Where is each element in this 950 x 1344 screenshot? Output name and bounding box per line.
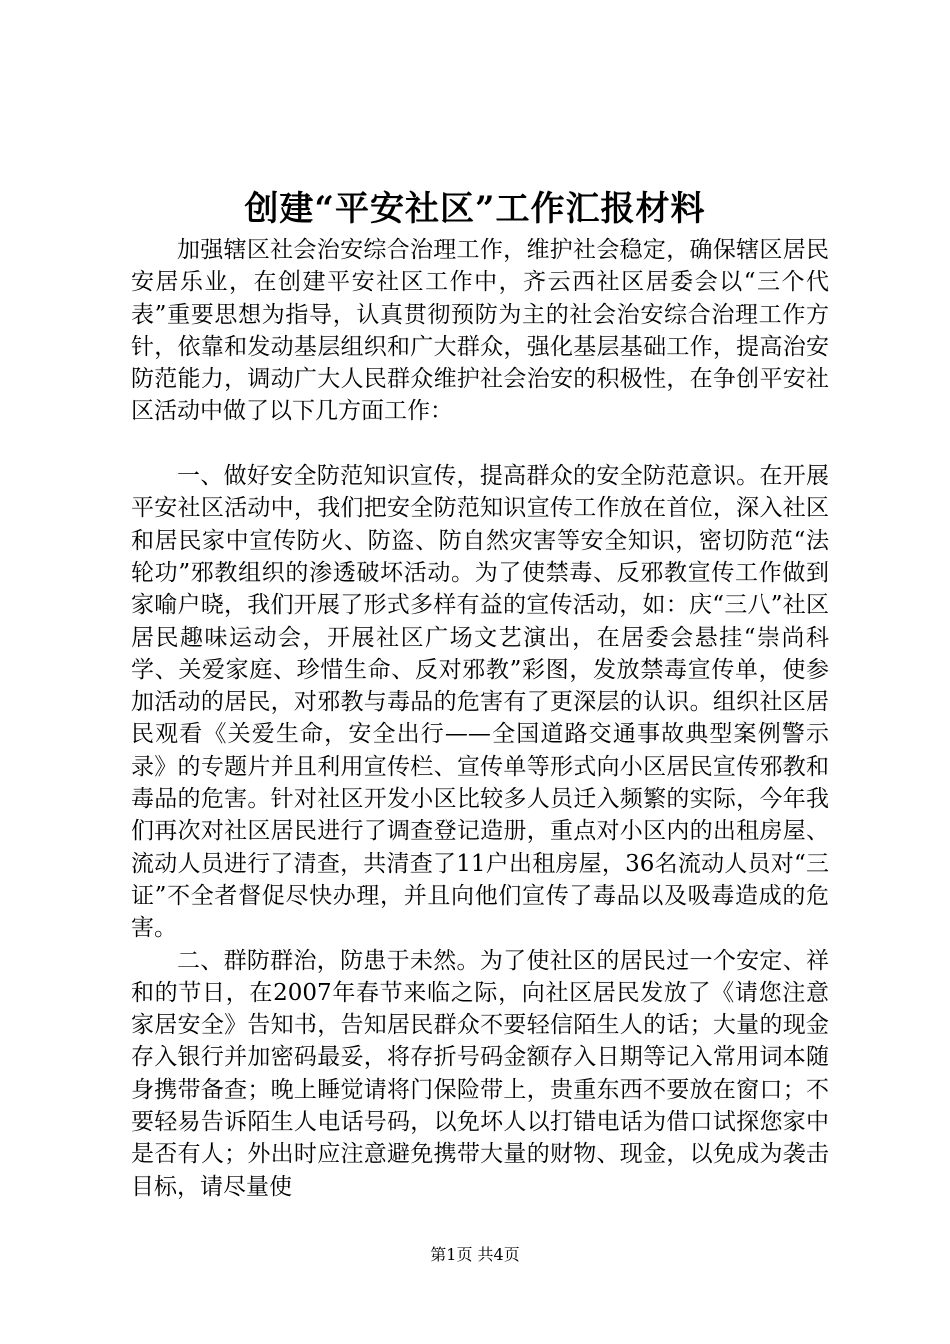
- paragraph-section-1: 一、做好安全防范知识宣传，提高群众的安全防范意识。在开展平安社区活动中，我们把安全防范知识宣传工作放在首位，深入社区和居民家中宣传防火、防盗、防自然灾害等安全知识，密切防范“法轮功”邪教组织的渗透破坏活动。为了使禁毒、反邪教宣传工作做到家喻户晓，我们开展了形式多样有益的宣传活动，如：庆“三八”社区居民趣味运动会，开展社区广场文艺演出，在居委会悬挂“崇尚科学、关爱家庭、珍惜生命、反对邪教”彩图，发放禁毒宣传单，使参加活动的居民，对邪教与毒品的危害有了更深层的认识。组织社区居民观看《关爱生命，安全出行——全国道路交通事故典型案例警示录》的专题片并且利用宣传栏、宣传单等形式向小区居民宣传邪教和毒品的危害。针对社区开发小区比较多人员迁入频繁的实际，今年我们再次对社区居民进行了调查登记造册，重点对小区内的出租房屋、流动人员进行了清查，共清查了11户出租房屋，36名流动人员对“三证”不全者督促尽快办理，并且向他们宣传了毒品以及吸毒造成的危害。: [131, 463, 829, 942]
- page-number-footer: 第1页 共4页: [430, 1245, 520, 1264]
- paragraph-section-2: 二、群防群治，防患于未然。为了使社区的居民过一个安定、祥和的节日，在2007年春节来临之际，向社区居民发放了《请您注意家居安全》告知书，告知居民群众不要轻信陌生人的话；大量的现金存入银行并加密码最妥，将存折号码金额存入日期等记入常用词本随身携带备查；晚上睡觉请将门保险带上，贵重东西不要放在窗口；不要轻易告诉陌生人电话号码，以免坏人以打错电话为借口试探您家中是否有人；外出时应注意避免携带大量的财物、现金，以免成为袭击目标，请尽量使: [131, 947, 829, 1200]
- document-title: 创建“平安社区”工作汇报材料: [244, 189, 706, 229]
- document-body: [131, 234, 829, 1203]
- paragraph-spacer: [131, 428, 829, 460]
- paragraph-intro: 加强辖区社会治安综合治理工作，维护社会稳定，确保辖区居民安居乐业，在创建平安社区工作中，齐云西社区居委会以“三个代表”重要思想为指导，认真贯彻预防为主的社会治安综合治理工作方针，依靠和发动基层组织和广大群众，强化基层基础工作，提高治安防范能力，调动广大人民群众维护社会治安的积极性，在争创平安社区活动中做了以下几方面工作：: [131, 237, 829, 425]
